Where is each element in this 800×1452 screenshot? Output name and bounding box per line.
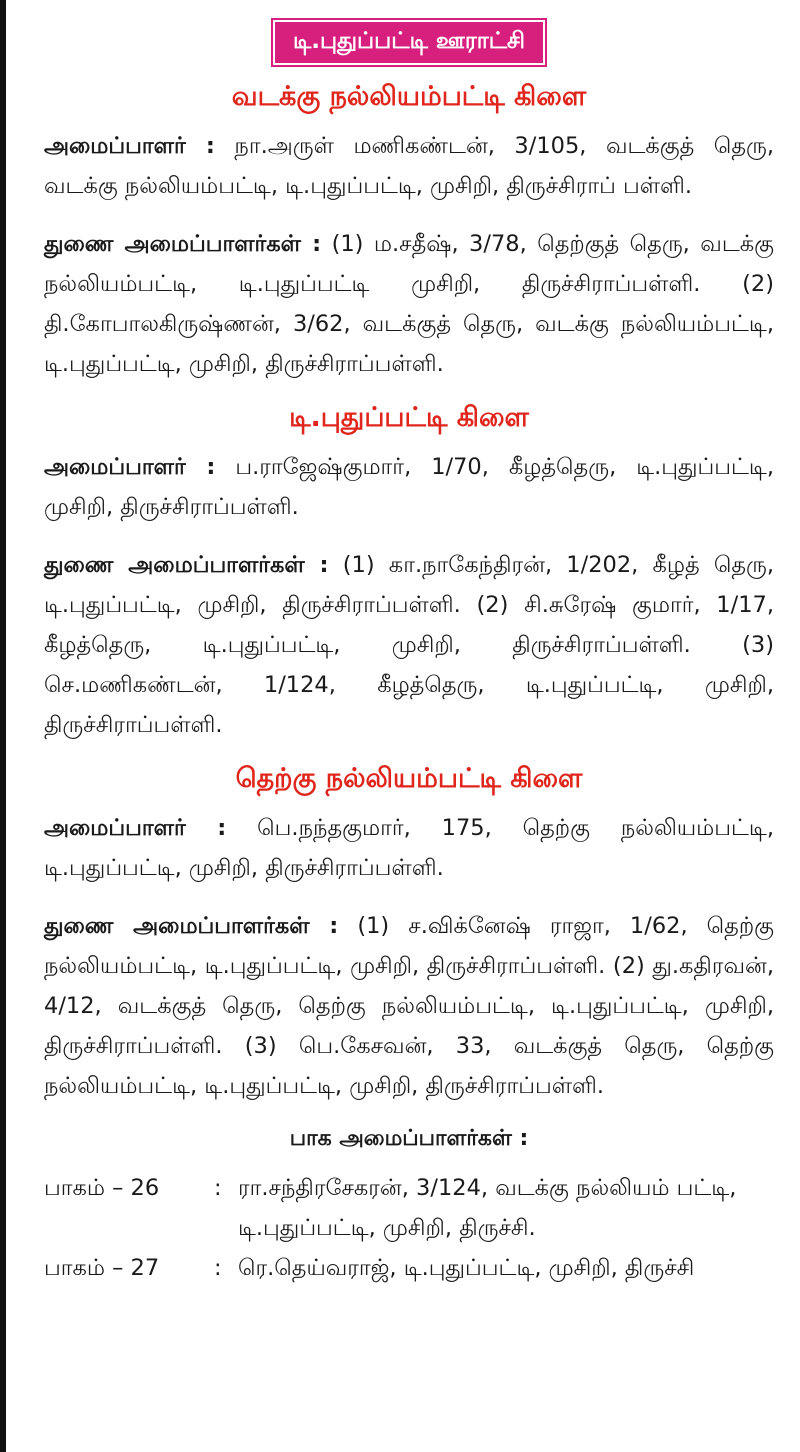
deputy-paragraph (44, 545, 774, 745)
branch-section-south-nalliyampatti (44, 763, 774, 1106)
left-margin-rule (0, 0, 6, 1452)
part-row (44, 1248, 774, 1288)
section-heading: டி.புதுப்பட்டி கிளை (289, 402, 529, 433)
organizer-label: அமைப்பாளர் : (44, 454, 216, 480)
document-body (44, 0, 774, 1452)
organizer-text: பெ.நந்தகுமார், 175, தெற்கு நல்லியம்பட்டி, டி.புதுப்பட்டி, முசிறி, திருச்சிராப்பள்ளி. (44, 815, 774, 881)
deputy-label: துணை அமைப்பாளர்கள் : (44, 552, 329, 578)
part-colon: : (214, 1175, 222, 1201)
section-heading: வடக்கு நல்லியம்பட்டி கிளை (231, 81, 587, 112)
part-number: பாகம் – 26 (44, 1175, 160, 1201)
section-heading: தெற்கு நல்லியம்பட்டி கிளை (235, 763, 583, 794)
branch-section-t-pudupatti (44, 402, 774, 745)
part-text: ரெ.தெய்வராஜ், டி.புதுப்பட்டி, முசிறி, திருச்சி (238, 1255, 695, 1281)
part-number: பாகம் – 27 (44, 1255, 160, 1281)
parts-heading: பாக அமைப்பாளர்கள் : (289, 1126, 529, 1151)
part-text: ரா.சந்திரசேகரன், 3/124, வடக்கு நல்லியம் பட்டி, டி.புதுப்பட்டி, முசிறி, திருச்சி. (238, 1175, 737, 1241)
deputy-paragraph (44, 906, 774, 1106)
deputy-text: (1) ம.சதீஷ், 3/78, தெற்குத் தெரு, வடக்கு நல்லியம்பட்டி, டி.புதுப்பட்டி முசிறி, திருச்சிராப்பள்ளி. (2) தி.கோபாலகிருஷ்ணன், 3/62, வடக்குத் தெரு, வடக்கு நல்லியம்பட்டி, டி.புதுப்பட்டி, முசிறி, திருச்சிராப்பள்ளி. (44, 231, 774, 377)
deputy-paragraph (44, 224, 774, 384)
panchayat-banner: டி.புதுப்பட்டி ஊராட்சி (273, 20, 545, 65)
organizer-text: ப.ராஜேஷ்குமார், 1/70, கீழத்தெரு, டி.புதுப்பட்டி, முசிறி, திருச்சிராப்பள்ளி. (44, 454, 774, 520)
organizer-text: நா.அருள் மணிகண்டன், 3/105, வடக்குத் தெரு, வடக்கு நல்லியம்பட்டி, டி.புதுப்பட்டி, முசிறி, திருச்சிராப் பள்ளி. (44, 133, 774, 199)
part-colon: : (214, 1255, 222, 1281)
organizer-paragraph (44, 126, 774, 206)
part-row (44, 1168, 774, 1248)
deputy-label: துணை அமைப்பாளர்கள் : (44, 913, 339, 939)
organizer-label: அமைப்பாளர் : (44, 133, 215, 159)
banner-wrap (44, 20, 774, 65)
deputy-text: (1) கா.நாகேந்திரன், 1/202, கீழத் தெரு, டி.புதுப்பட்டி, முசிறி, திருச்சிராப்பள்ளி. (2) சி.சுரேஷ் குமார், 1/17, கீழத்தெரு, டி.புதுப்பட்டி, முசிறி, திருச்சிராப்பள்ளி. (3) செ.மணிகண்டன், 1/124, கீழத்தெரு, டி.புதுப்பட்டி, முசிறி, திருச்சிராப்பள்ளி. (44, 552, 774, 738)
deputy-label: துணை அமைப்பாளர்கள் : (44, 231, 322, 257)
deputy-text: (1) ச.விக்னேஷ் ராஜா, 1/62, தெற்கு நல்லியம்பட்டி, டி.புதுப்பட்டி, முசிறி, திருச்சிராப்பள்ளி. (2) து.கதிரவன், 4/12, வடக்குத் தெரு, தெற்கு நல்லியம்பட்டி, டி.புதுப்பட்டி, முசிறி, திருச்சிராப்பள்ளி. (3) பெ.கேசவன், 33, வடக்குத் தெரு, தெற்கு நல்லியம்பட்டி, டி.புதுப்பட்டி, முசிறி, திருச்சிராப்பள்ளி. (44, 913, 774, 1099)
branch-section-north-nalliyampatti (44, 81, 774, 384)
organizer-paragraph (44, 447, 774, 527)
organizer-label: அமைப்பாளர் : (44, 815, 227, 841)
organizer-paragraph (44, 808, 774, 888)
